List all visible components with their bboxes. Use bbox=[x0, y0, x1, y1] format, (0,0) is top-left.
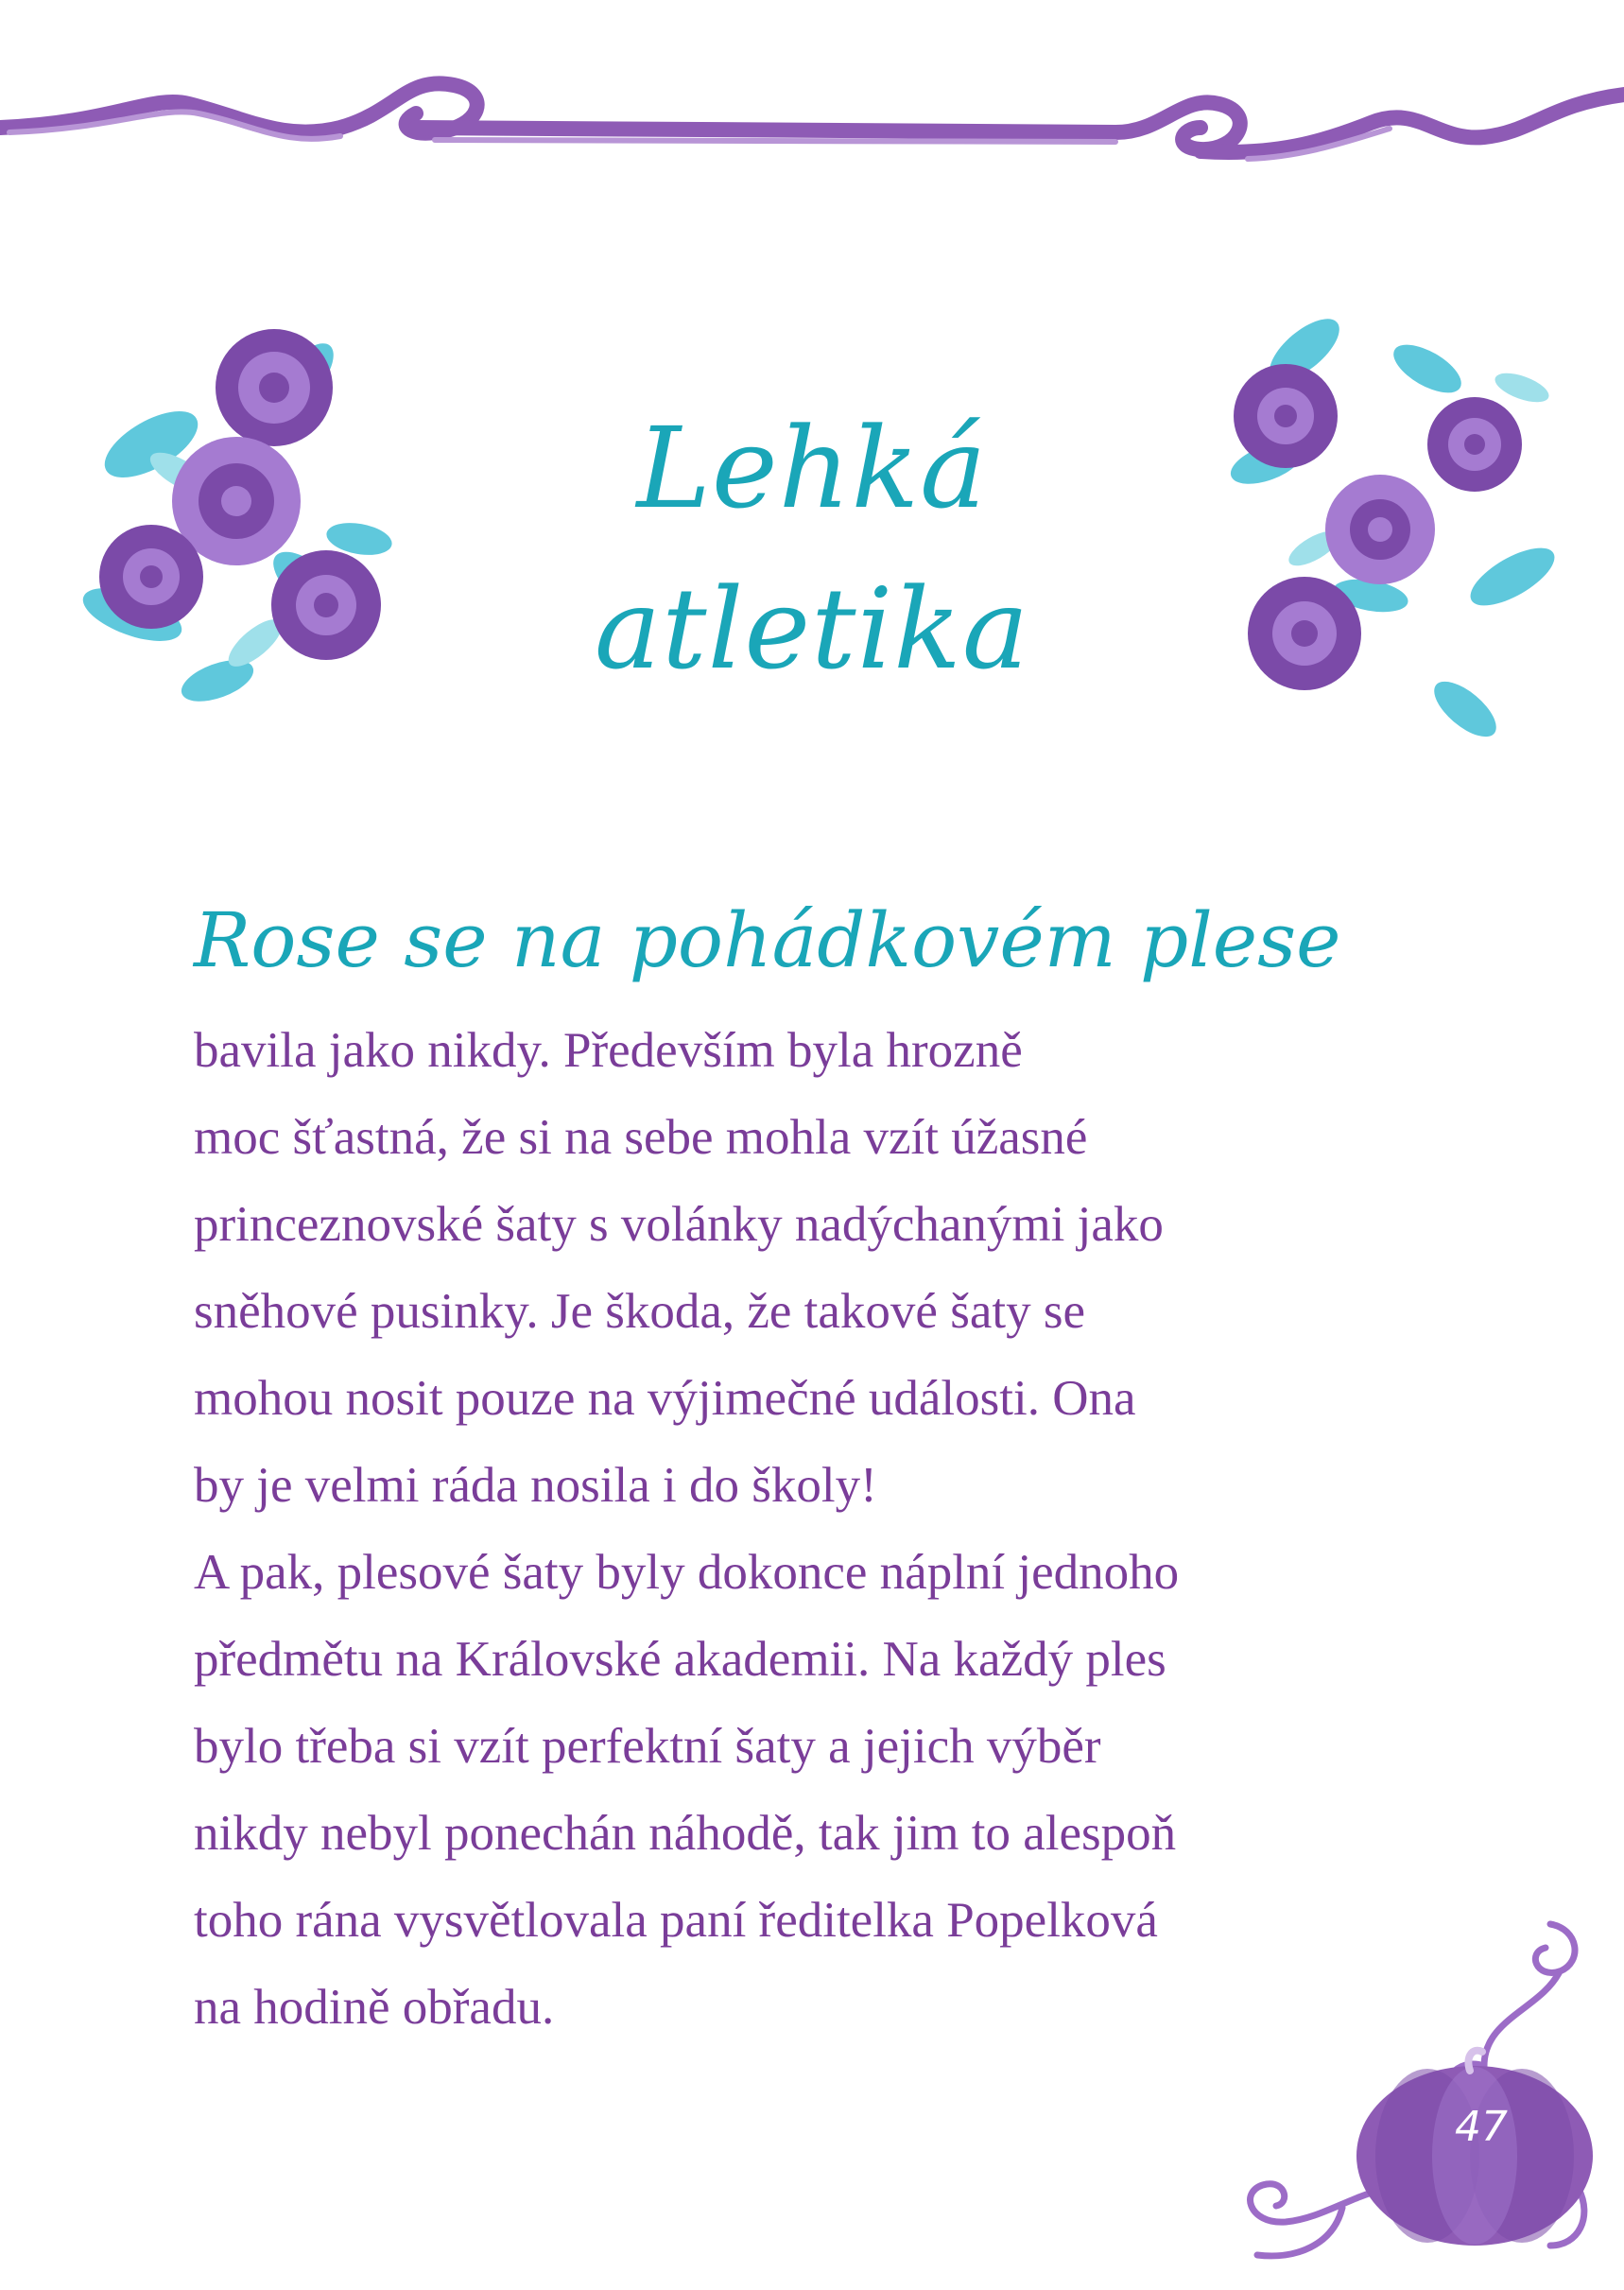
page-number: 47 bbox=[1455, 2103, 1508, 2151]
body-line: sněhové pusinky. Je škoda, že takové šaty se bbox=[194, 1284, 1085, 1339]
pumpkin-swirl-icon bbox=[1201, 1905, 1598, 2274]
body-line: bylo třeba si vzít perfektní šaty a jejich výběr bbox=[194, 1719, 1101, 1774]
body-line: na hodině obřadu. bbox=[194, 1980, 555, 2035]
rose-bouquet-left-icon bbox=[76, 303, 416, 719]
chapter-title bbox=[378, 388, 1246, 709]
body-line: mohou nosit pouze na výjimečné události. Ona bbox=[194, 1371, 1136, 1426]
chapter-title-line-2: atletika bbox=[594, 564, 1030, 694]
body-line: by je velmi ráda nosila i do školy! bbox=[194, 1458, 877, 1513]
body-line: princeznovské šaty s volánky nadýchanými jako bbox=[194, 1197, 1164, 1252]
body-line: A pak, plesové šaty byly dokonce náplní jednoho bbox=[194, 1545, 1180, 1600]
wavy-ribbon-border-icon bbox=[0, 38, 1624, 180]
body-paragraph bbox=[194, 1007, 1451, 2051]
lead-text: Rose se na pohádkovém plese bbox=[194, 896, 1341, 984]
body-line: předmětu na Královské akademii. Na každý ples bbox=[194, 1632, 1166, 1687]
rose-bouquet-right-icon bbox=[1210, 312, 1569, 737]
body-line: moc šťastná, že si na sebe mohla vzít úžasné bbox=[194, 1110, 1088, 1165]
body-line: toho rána vysvětlovala paní ředitelka Popelková bbox=[194, 1893, 1158, 1948]
body-line: bavila jako nikdy. Především byla hrozně bbox=[194, 1023, 1023, 1078]
chapter-title-line-1: Lehká bbox=[636, 403, 988, 533]
body-line: nikdy nebyl ponechán náhodě, tak jim to alespoň bbox=[194, 1806, 1177, 1861]
